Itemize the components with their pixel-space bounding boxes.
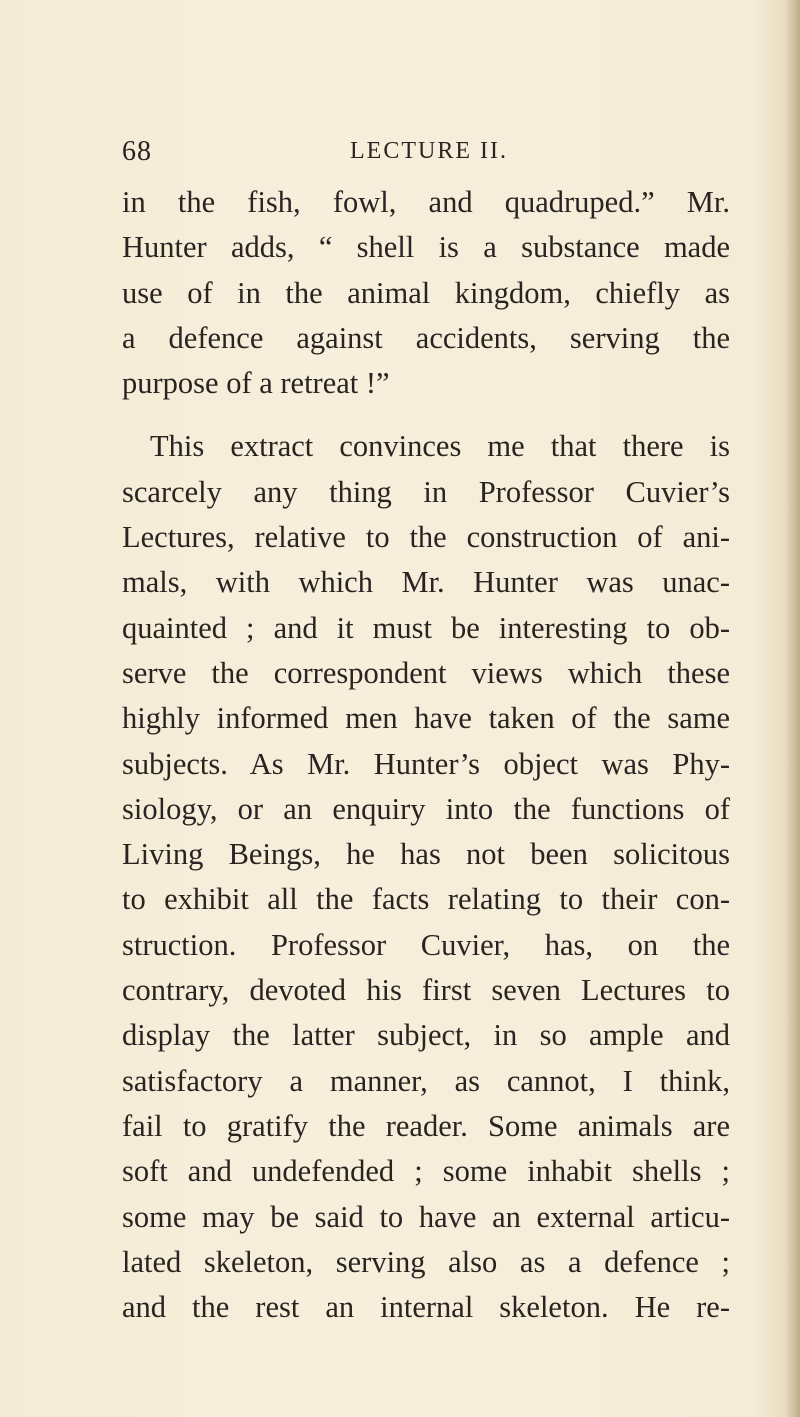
text-line: highly informed men have taken of the same xyxy=(122,701,730,736)
text-line: in the fish, fowl, and quadruped.” Mr. xyxy=(122,185,730,219)
text-line: scarcely any thing in Professor Cuvier’s xyxy=(122,474,730,509)
text-line: fail to gratify the reader. Some animals are xyxy=(122,1108,730,1143)
text-line: display the latter subject, in so ample and xyxy=(122,1018,730,1053)
text-line: and the rest an internal skeleton. He re- xyxy=(122,1290,730,1325)
text-line: struction. Professor Cuvier, has, on the xyxy=(122,927,730,962)
paragraph-2 xyxy=(122,424,730,1330)
page-edge-shadow xyxy=(786,0,800,1417)
text-line: quainted ; and it must be interesting to ob- xyxy=(122,610,730,645)
text-line: to exhibit all the facts relating to their con- xyxy=(122,882,730,917)
text-line: serve the correspondent views which these xyxy=(122,655,730,690)
page-header xyxy=(122,136,722,176)
body-text xyxy=(122,180,730,1330)
text-line: a defence against accidents, serving the xyxy=(122,320,730,355)
text-line: satisfactory a manner, as cannot, I think, xyxy=(122,1063,730,1098)
text-line: This extract convinces me that there is xyxy=(150,429,730,464)
running-head: LECTURE II. xyxy=(350,138,508,164)
text-line: Living Beings, he has not been solicitous xyxy=(122,837,730,872)
text-line: mals, with which Mr. Hunter was unac- xyxy=(122,565,730,600)
paragraph-1 xyxy=(122,180,730,406)
text-line: use of in the animal kingdom, chiefly as xyxy=(122,275,730,310)
text-line: some may be said to have an external articu- xyxy=(122,1199,730,1234)
page-number: 68 xyxy=(122,136,152,167)
text-line: Lectures, relative to the construction of ani- xyxy=(122,520,730,555)
text-line: soft and undefended ; some inhabit shells ; xyxy=(122,1154,730,1189)
text-line: contrary, devoted his first seven Lectures to xyxy=(122,973,730,1008)
text-line: purpose of a retreat !” xyxy=(122,366,390,401)
paragraph-gap xyxy=(122,406,730,424)
text-line: subjects. As Mr. Hunter’s object was Phy- xyxy=(122,746,730,781)
text-line: Hunter adds, “ shell is a substance made xyxy=(122,230,730,265)
text-line: siology, or an enquiry into the functions of xyxy=(122,791,730,826)
text-line: lated skeleton, serving also as a defence ; xyxy=(122,1244,730,1279)
